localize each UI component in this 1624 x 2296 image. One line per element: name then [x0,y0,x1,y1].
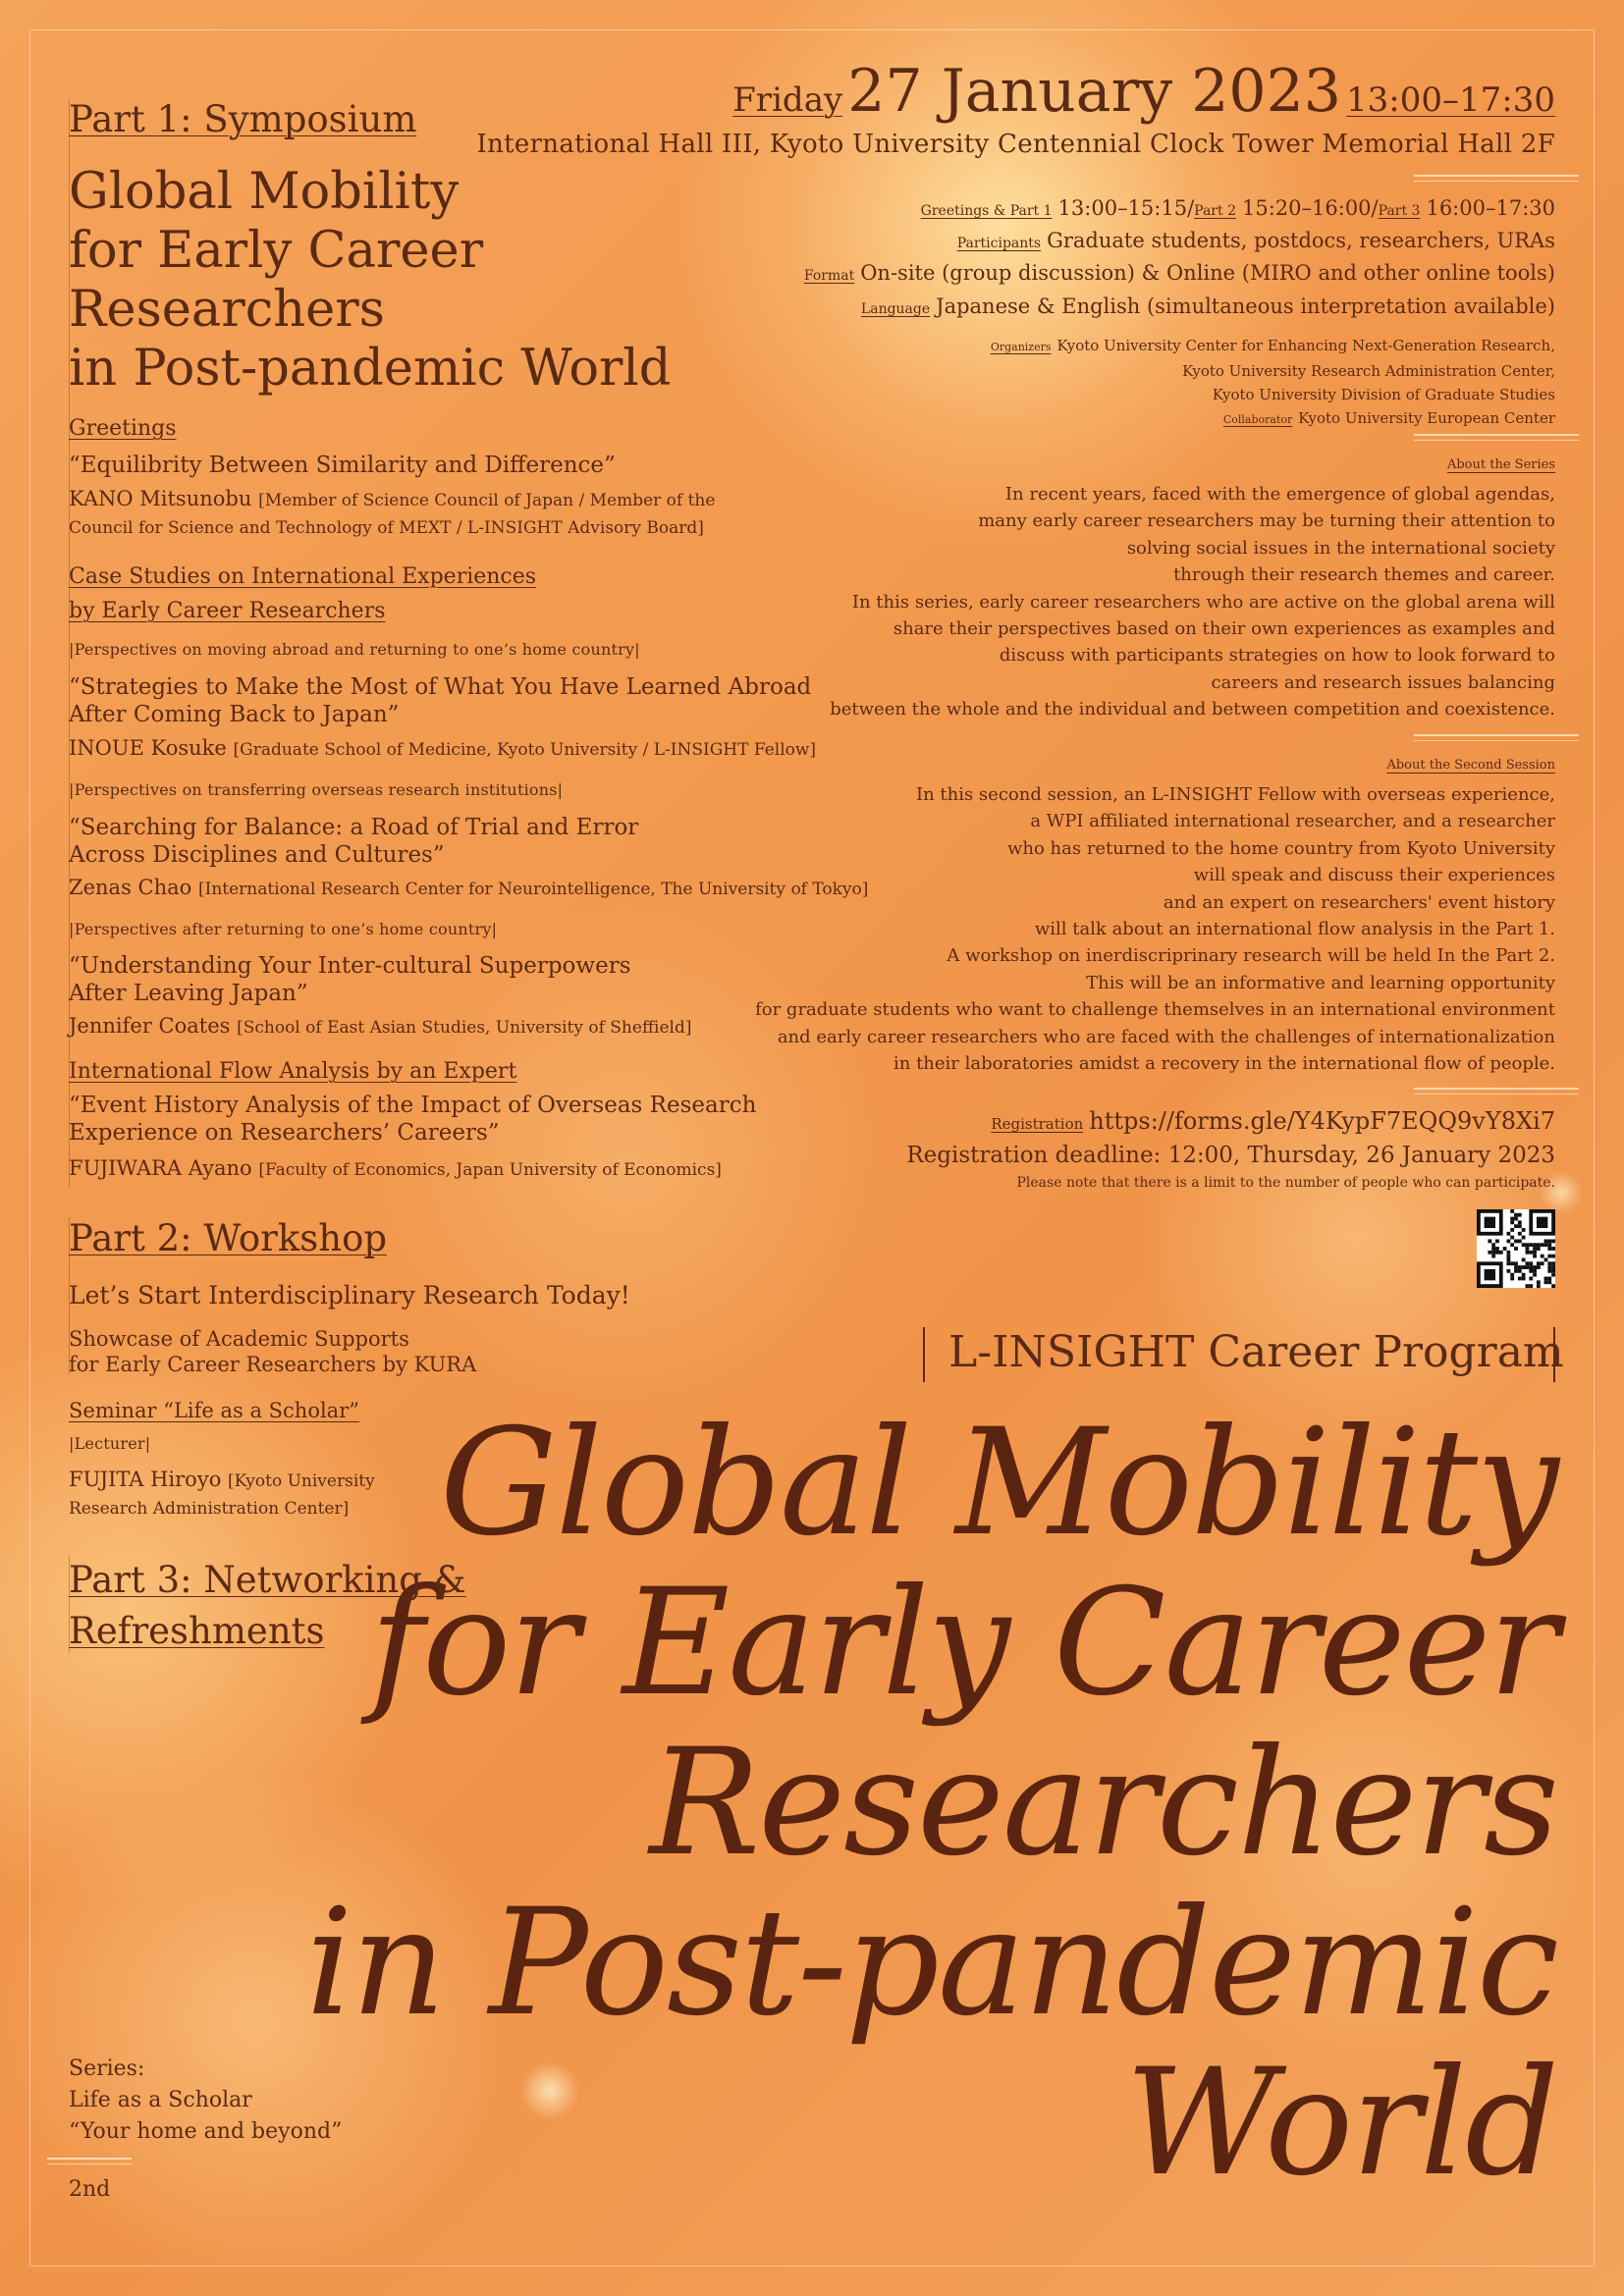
part3-heading-line: Part 3: Networking & [69,1559,466,1601]
speaker-name: FUJITA Hiroyo [69,1468,222,1491]
paragraph-line: In this second session, an L-INSIGHT Fellow with overseas experience, [915,784,1555,805]
part1-title-line: Global Mobility [69,163,460,221]
about-session-text [755,781,1555,1077]
speaker-affiliation: [Faculty of Economics, Japan University of Economics] [258,1160,722,1180]
paragraph-line: In this series, early career researchers who are active on the global arena will [851,591,1555,613]
collaborator-value: Kyoto University European Center [1298,409,1555,427]
paragraph-line: solving social issues in the international society [1126,537,1555,559]
speaker-name: INOUE Kosuke [69,736,227,760]
schedule-line [921,192,1555,228]
showcase-line: for Early Career Researchers by KURA [69,1353,477,1376]
about-series-text [830,481,1555,723]
paragraph-line: discuss with participants strategies on how to look forward to [999,645,1555,667]
speaker-name: KANO Mitsunobu [69,487,252,510]
paragraph-line: between the whole and the individual and between competition and coexistence. [830,699,1555,721]
case-studies-heading [69,560,536,628]
organizers [991,334,1555,432]
organizers-label: Organizers [990,341,1052,353]
organizer-line: Kyoto University Research Administration Center, [1182,362,1555,380]
time-part1: 13:00–15:15/ [1057,196,1195,220]
big-title-line: for Early Career [369,1558,1557,1729]
collaborator-label: Collaborator [1222,413,1293,426]
paragraph-line: careers and research issues balancing [1211,671,1555,693]
perspective-1: |Perspectives on moving abroad and returning to one’s home country| [69,640,640,659]
paragraph-line: will talk about an international flow analysis in the Part 1. [1034,919,1555,940]
big-title-line: Researchers [649,1718,1557,1889]
divider [1414,175,1579,177]
registration-url[interactable]: https://forms.gle/Y4KypF7EQQ9vY8Xi7 [1089,1107,1555,1135]
talk-4-speaker [69,1154,722,1184]
flow-heading: International Flow Analysis by an Expert [69,1059,517,1084]
speaker-affiliation: [Kyoto University [228,1471,375,1491]
part1-title-line: in Post-pandemic World [69,340,672,398]
showcase [69,1326,476,1377]
talk-title-line: Experience on Researchers’ Careers” [69,1120,500,1146]
divider [1414,181,1579,182]
part2-heading: Part 2: Workshop [69,1217,388,1259]
registration-deadline: Registration deadline: 12:00, Thursday, 26 January 2023 [906,1143,1555,1168]
talk-title-line: “Event History Analysis of the Impact of Overseas Research [69,1093,757,1118]
divider [47,2158,132,2160]
greetings-quote: “Equilibrity Between Similarity and Difference” [69,453,616,478]
speaker-name: Jennifer Coates [69,1014,231,1038]
part1-heading: Part 1: Symposium [69,98,417,140]
talk-title-line: Across Disciplines and Cultures” [69,842,445,868]
language-value: Japanese & English (simultaneous interpretation available) [936,294,1555,318]
series-line: “Your home and beyond” [69,2119,343,2144]
talk-title-line: After Leaving Japan” [69,981,308,1006]
format-value: On-site (group discussion) & Online (MIRO and other online tools) [860,261,1555,285]
perspective-text: Perspectives after returning to one’s home country [74,920,492,938]
registration-label: Registration [991,1115,1084,1133]
registration-line [991,1107,1555,1135]
perspective-2: |Perspectives on transferring overseas research institutions| [69,780,564,799]
paragraph-line: through their research themes and career. [1173,564,1555,586]
time-part3: 16:00–17:30 [1426,196,1555,220]
language-line [861,291,1555,326]
paragraph-line: in their laboratories amidst a recovery in the international flow of people. [893,1053,1555,1075]
paragraph-line: share their perspectives based on their own experiences as examples and [893,618,1555,640]
divider [1414,1094,1579,1095]
program-name: L-INSIGHT Career Program [948,1327,1564,1377]
about-series-label-text: About the Series [1446,457,1555,472]
speaker-affiliation: [Member of Science Council of Japan / Member of the [258,491,716,510]
time-part2: 15:20–16:00/ [1242,196,1379,220]
date-time: 13:00–17:30 [1346,80,1555,120]
talk-title-line: “Understanding Your Inter-cultural Superpowers [69,953,631,979]
organizer-line: Kyoto University Division of Graduate Studies [1212,386,1555,403]
divider [1414,1088,1579,1090]
perspective-text: Perspectives on transferring overseas research institutions [74,780,558,799]
paragraph-line: This will be an informative and learning opportunity [1086,972,1555,993]
talk-title-line: “Searching for Balance: a Road of Trial and Error [69,815,639,840]
program-bar-left [923,1327,925,1382]
paragraph-line: In recent years, faced with the emergence of global agendas, [1004,484,1555,505]
language-label: Language [860,301,931,317]
date-main: 27 January 2023 [847,57,1341,126]
event-date [732,57,1555,126]
speaker-affiliation: [School of East Asian Studies, University of Sheffield] [237,1018,692,1038]
qr-code-image [1477,1209,1555,1288]
speaker-affiliation: [Graduate School of Medicine, Kyoto University / L-INSIGHT Fellow] [233,740,817,760]
divider [47,2163,132,2164]
paragraph-line: a WPI affiliated international researcher, and a researcher [1030,811,1555,832]
speaker-affiliation: [International Research Center for Neurointelligence, The University of Tokyo] [197,880,869,899]
paragraph-line: many early career researchers may be turning their attention to [978,510,1555,532]
label-part3: Part 3 [1378,203,1421,219]
greetings-speaker [69,485,715,542]
series-line: Life as a Scholar [69,2088,252,2112]
lecturer-label: |Lecturer| [69,1434,151,1453]
format-line [804,257,1555,293]
talk-title-line: After Coming Back to Japan” [69,702,400,727]
part3-heading [69,1555,466,1657]
talk-3-speaker [69,1012,691,1041]
big-title-line: World [1125,2038,1557,2209]
talk-1 [69,673,811,728]
speaker-name: Zenas Chao [69,876,192,899]
speaker-name: FUJIWARA Ayano [69,1156,252,1180]
part2-subtitle: Let’s Start Interdisciplinary Research Today! [69,1281,630,1309]
talk-2 [69,814,638,869]
series-info [69,2054,342,2148]
talk-title-line: “Strategies to Make the Most of What You Have Learned Abroad [69,674,812,700]
organizer-line: Kyoto University Center for Enhancing Next-Generation Research, [1056,337,1555,354]
speaker-affiliation: Research Administration Center] [69,1499,350,1519]
lecturer [69,1466,375,1522]
about-session-label [1386,758,1555,773]
paragraph-line: for graduate students who want to challenge themselves in an international environment [755,999,1555,1021]
participants-value: Graduate students, postdocs, researchers, URAs [1047,229,1555,252]
perspective-3: |Perspectives after returning to one’s home country| [69,920,498,938]
label-part1: Greetings & Part 1 [920,203,1053,219]
talk-2-speaker [69,874,868,903]
about-series-label [1447,457,1555,472]
seminar-heading: Seminar “Life as a Scholar” [69,1399,359,1422]
paragraph-line: and an expert on researchers' event history [1163,891,1555,913]
big-title-line: in Post-pandemic [305,1878,1557,2049]
participants-line [957,225,1555,260]
case-heading-line: by Early Career Researchers [69,599,386,623]
case-heading-line: Case Studies on International Experiences [69,564,537,589]
paragraph-line: will speak and discuss their experiences [1193,865,1555,886]
perspective-text: Perspectives on moving abroad and returning to one’s home country [74,640,635,659]
part1-title [69,163,671,399]
big-title-line: Global Mobility [439,1398,1557,1569]
participants-label: Participants [956,236,1042,251]
talk-4 [69,1092,756,1147]
event-venue: International Hall III, Kyoto University Centennial Clock Tower Memorial Hall 2F [476,130,1555,159]
divider [1414,434,1579,436]
paragraph-line: A workshop on inerdiscriprinary research will be held In the Part 2. [947,945,1555,967]
divider [1414,734,1579,736]
part1-title-line: for Early Career [69,222,484,280]
greetings-heading: Greetings [69,416,177,441]
label-part2: Part 2 [1194,203,1236,219]
series-line: Series: [69,2056,145,2081]
talk-1-speaker [69,734,816,764]
qr-code[interactable] [1477,1209,1555,1288]
speaker-affiliation: Council for Science and Technology of MEXT / L-INSIGHT Advisory Board] [69,518,704,538]
registration-note: Please note that there is a limit to the number of people who can participate. [1016,1175,1555,1191]
paragraph-line: and early career researchers who are faced with the challenges of internationalization [777,1026,1555,1047]
format-label: Format [803,268,855,284]
date-weekday: Friday [732,80,843,120]
program-bar-right [1553,1327,1555,1382]
divider [1414,440,1579,441]
series-number: 2nd [69,2177,111,2202]
about-session-label-text: About the Second Session [1386,758,1555,773]
showcase-line: Showcase of Academic Supports [69,1327,409,1351]
big-title [305,1398,1557,2209]
part3-heading-line: Refreshments [69,1610,325,1652]
paragraph-line: who has returned to the home country from Kyoto University [1006,837,1555,859]
divider [1414,740,1579,741]
part1-title-line: Researchers [69,281,385,339]
lecturer-label-text: Lecturer [74,1434,145,1453]
talk-3 [69,952,631,1007]
